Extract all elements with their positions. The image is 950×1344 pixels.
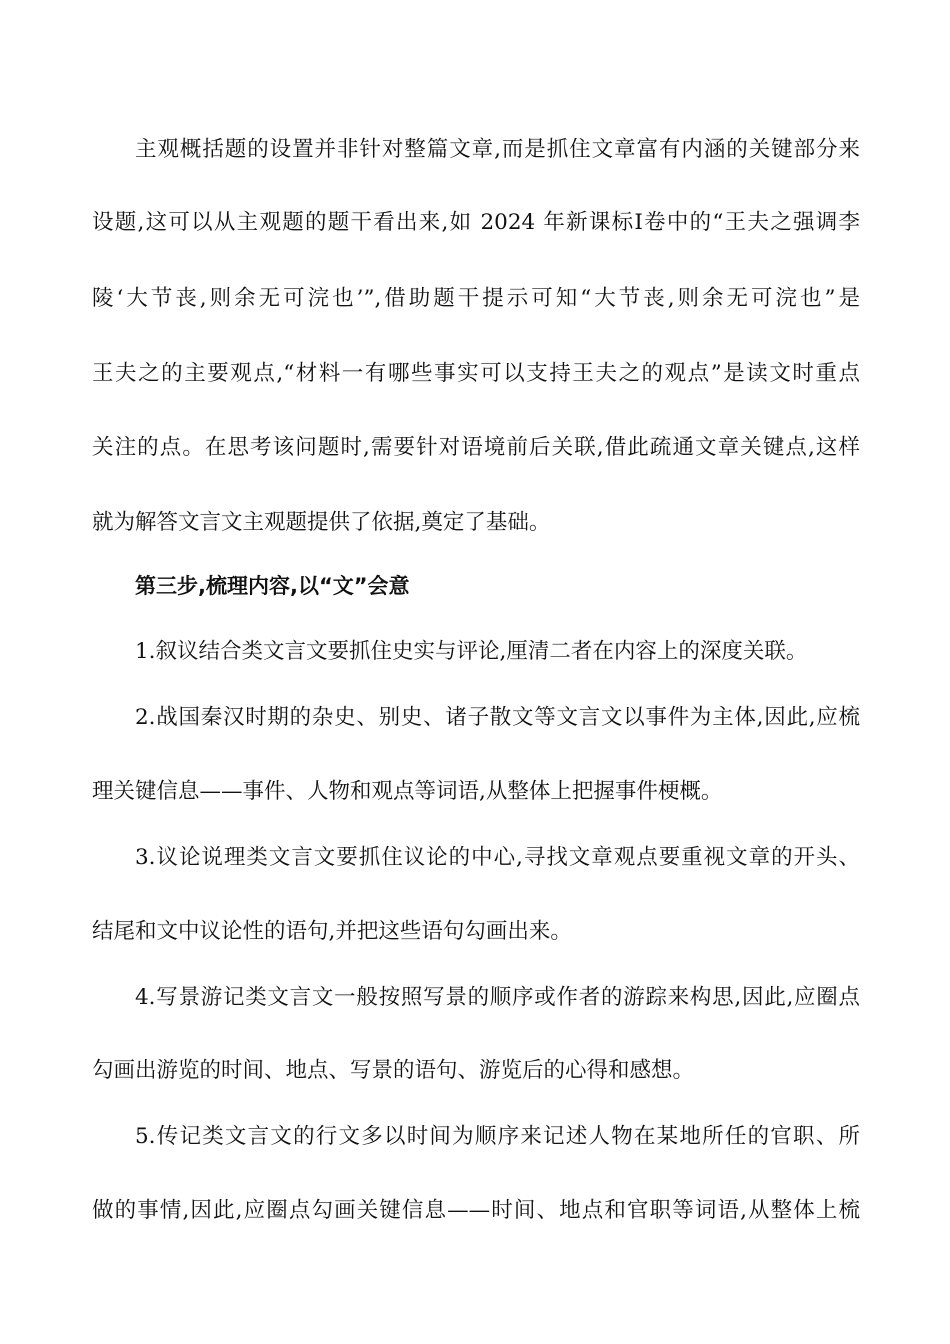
list-item-line: 5.传记类文言文的行文多以时间为顺序来记述人物在某地所任的官职、所: [135, 1124, 860, 1149]
list-item-line: 理关键信息——事件、人物和观点等词语,从整体上把握事件梗概。: [92, 779, 723, 804]
section-heading: 第三步,梳理内容,以“文”会意: [135, 574, 410, 598]
list-item-line: 4.写景游记类文言文一般按照写景的顺序或作者的游踪来构思,因此,应圈点: [135, 985, 860, 1010]
paragraph-line: 陵‘大节丧,则余无可浣也’”,借助题干提示可知“大节丧,则余无可浣也”是: [92, 286, 860, 311]
list-item-line: 勾画出游览的时间、地点、写景的语句、游览后的心得和感想。: [92, 1058, 695, 1083]
list-item-line: 1.叙议结合类文言文要抓住史实与评论,厘清二者在内容上的深度关联。: [135, 639, 808, 664]
paragraph-line: 主观概括题的设置并非针对整篇文章,而是抓住文章富有内涵的关键部分来: [135, 137, 860, 162]
list-item-line: 2.战国秦汉时期的杂史、别史、诸子散文等文言文以事件为主体,因此,应梳: [135, 705, 860, 730]
list-item-line: 3.议论说理类文言文要抓住议论的中心,寻找文章观点要重视文章的开头、: [135, 845, 860, 870]
paragraph-line: 就为解答文言文主观题提供了依据,奠定了基础。: [92, 510, 551, 535]
paragraph-line: 王夫之的主要观点,“材料一有哪些事实可以支持王夫之的观点”是读文时重点: [92, 361, 860, 386]
paragraph-line: 关注的点。在思考该问题时,需要针对语境前后关联,借此疏通文章关键点,这样: [92, 435, 860, 460]
list-item-line: 结尾和文中议论性的语句,并把这些语句勾画出来。: [92, 919, 572, 944]
list-item-line: 做的事情,因此,应圈点勾画关键信息——时间、地点和官职等词语,从整体上梳: [92, 1198, 860, 1223]
paragraph-line: 设题,这可以从主观题的题干看出来,如 2024 年新课标Ⅰ卷中的“王夫之强调李: [92, 210, 860, 235]
